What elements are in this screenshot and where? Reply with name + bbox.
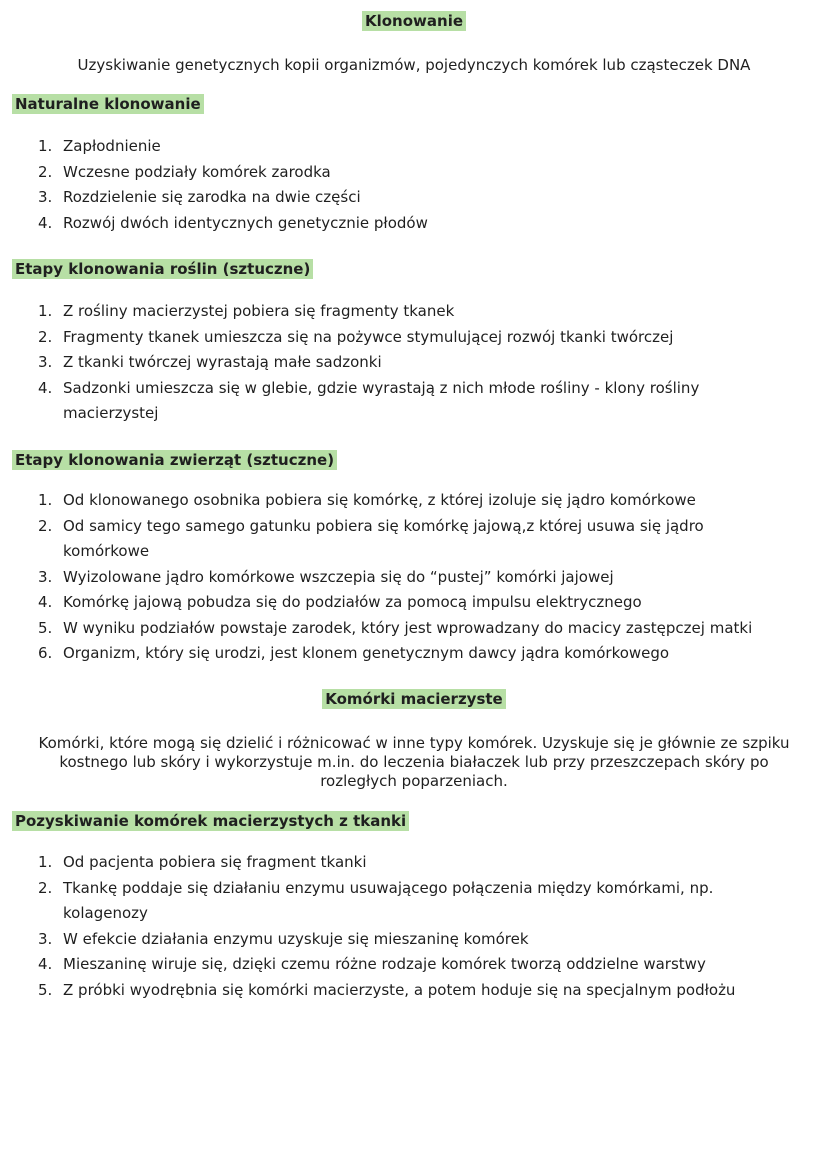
list-item-number: 4. [38,955,53,973]
list-item-text: Zapłodnienie [63,137,161,155]
stem-title-wrap [0,690,828,708]
list-item-number: 2. [38,516,53,535]
list-item-number: 2. [38,327,53,346]
section-heading-natural [12,95,204,113]
list-item-number: 1. [38,853,53,871]
list-item [0,565,790,591]
list-item-text: Od klonowanego osobnika pobiera się komórkę, z której izoluje się jądro komórkowe [63,491,696,509]
list-item-number: 4. [38,378,53,397]
list-item [0,978,790,1004]
list-item [0,185,790,211]
list-item [0,641,790,667]
list-item-number: 3. [38,188,53,206]
list-item [0,952,790,978]
list-item-text: Sadzonki umieszcza się w glebie, gdzie wyrastają z nich młode rośliny - klony rośliny macierzystej [63,378,700,422]
list-item [0,134,790,160]
list-item [0,876,763,927]
list-item-number: 4. [38,593,53,611]
list-item-number: 2. [38,878,53,897]
list-animals [0,488,790,667]
list-item-text: Od pacjenta pobiera się fragment tkanki [63,853,367,871]
list-item [0,850,790,876]
list-item [0,590,790,616]
list-item-text: Z próbki wyodrębnia się komórki macierzyste, a potem hoduje się na specjalnym podłożu [63,980,736,999]
list-harvest [0,850,790,1003]
list-item [0,160,790,186]
list-natural [0,134,790,236]
list-item-text: Komórkę jajową pobudza się do podziałów za pomocą impulsu elektrycznego [63,593,642,611]
list-item-text: Tkankę poddaje się działaniu enzymu usuwającego połączenia między komórkami, np. kolagenozy [63,878,714,922]
definition-text: Uzyskiwanie genetycznych kopii organizmów, pojedynczych komórek lub cząsteczek DNA [77,56,751,74]
list-item-number: 3. [38,353,53,371]
list-item-text: Organizm, który się urodzi, jest klonem genetycznym dawcy jądra komórkowego [63,644,670,662]
list-item-text: Wczesne podziały komórek zarodka [63,162,331,181]
list-item-text: Wyizolowane jądro komórkowe wszczepia się do “pustej” komórki jajowej [63,567,614,586]
list-item [0,299,790,325]
list-item-number: 6. [38,644,53,662]
stem-title: Komórki macierzyste [322,689,505,709]
list-item [0,488,790,514]
list-item-text: Rozdzielenie się zarodka na dwie części [63,188,361,206]
list-item-text: W wyniku podziałów powstaje zarodek, który jest wprowadzany do macicy zastępczej matki [63,618,753,637]
section-heading-natural-text: Naturalne klonowanie [12,94,204,114]
section-heading-harvest-text: Pozyskiwanie komórek macierzystych z tkanki [12,811,409,831]
list-item-text: Mieszaninę wiruje się, dzięki czemu różne rodzaje komórek tworzą oddzielne warstwy [63,955,706,973]
list-item-text: Z tkanki twórczej wyrastają małe sadzonki [63,353,382,371]
list-item-text: W efekcie działania enzymu uzyskuje się mieszaninę komórek [63,929,529,948]
list-item [0,376,743,427]
list-item-number: 4. [38,213,53,232]
section-heading-plants-text: Etapy klonowania roślin (sztuczne) [12,259,313,279]
list-item-number: 2. [38,162,53,181]
section-heading-harvest [12,812,409,830]
section-heading-plants [12,260,313,278]
list-item-number: 3. [38,929,53,948]
document-title: Klonowanie [362,11,466,31]
stem-paragraph: Komórki, które mogą się dzielić i różnicować w inne typy komórek. Uzyskuje się je głównie ze szpiku kostnego lub skóry i wykorzystuje m.in. do leczenia białaczek lub przy przeszczepach skóry po rozległych poparzeniach. [38,734,790,790]
list-plants [0,299,790,427]
list-item-text: Z rośliny macierzystej pobiera się fragmenty tkanek [63,302,455,320]
list-item-number: 3. [38,567,53,586]
list-item-number: 5. [38,980,53,999]
list-item-text: Rozwój dwóch identycznych genetycznie płodów [63,213,428,232]
list-item [0,325,790,351]
list-item-number: 1. [38,491,53,509]
list-item-text: Fragmenty tkanek umieszcza się na pożywce stymulującej rozwój tkanki twórczej [63,327,674,346]
section-heading-animals [12,451,337,469]
list-item [0,927,790,953]
section-heading-animals-text: Etapy klonowania zwierząt (sztuczne) [12,450,337,470]
list-item-text: Od samicy tego samego gatunku pobiera się komórkę jajową,z której usuwa się jądro komórkowe [63,516,704,560]
list-item-number: 1. [38,137,53,155]
list-item [0,350,790,376]
list-item-number: 1. [38,302,53,320]
list-item [0,211,790,237]
list-item-number: 5. [38,618,53,637]
list-item [0,616,790,642]
document-title-wrap [0,12,828,30]
list-item [0,514,763,565]
